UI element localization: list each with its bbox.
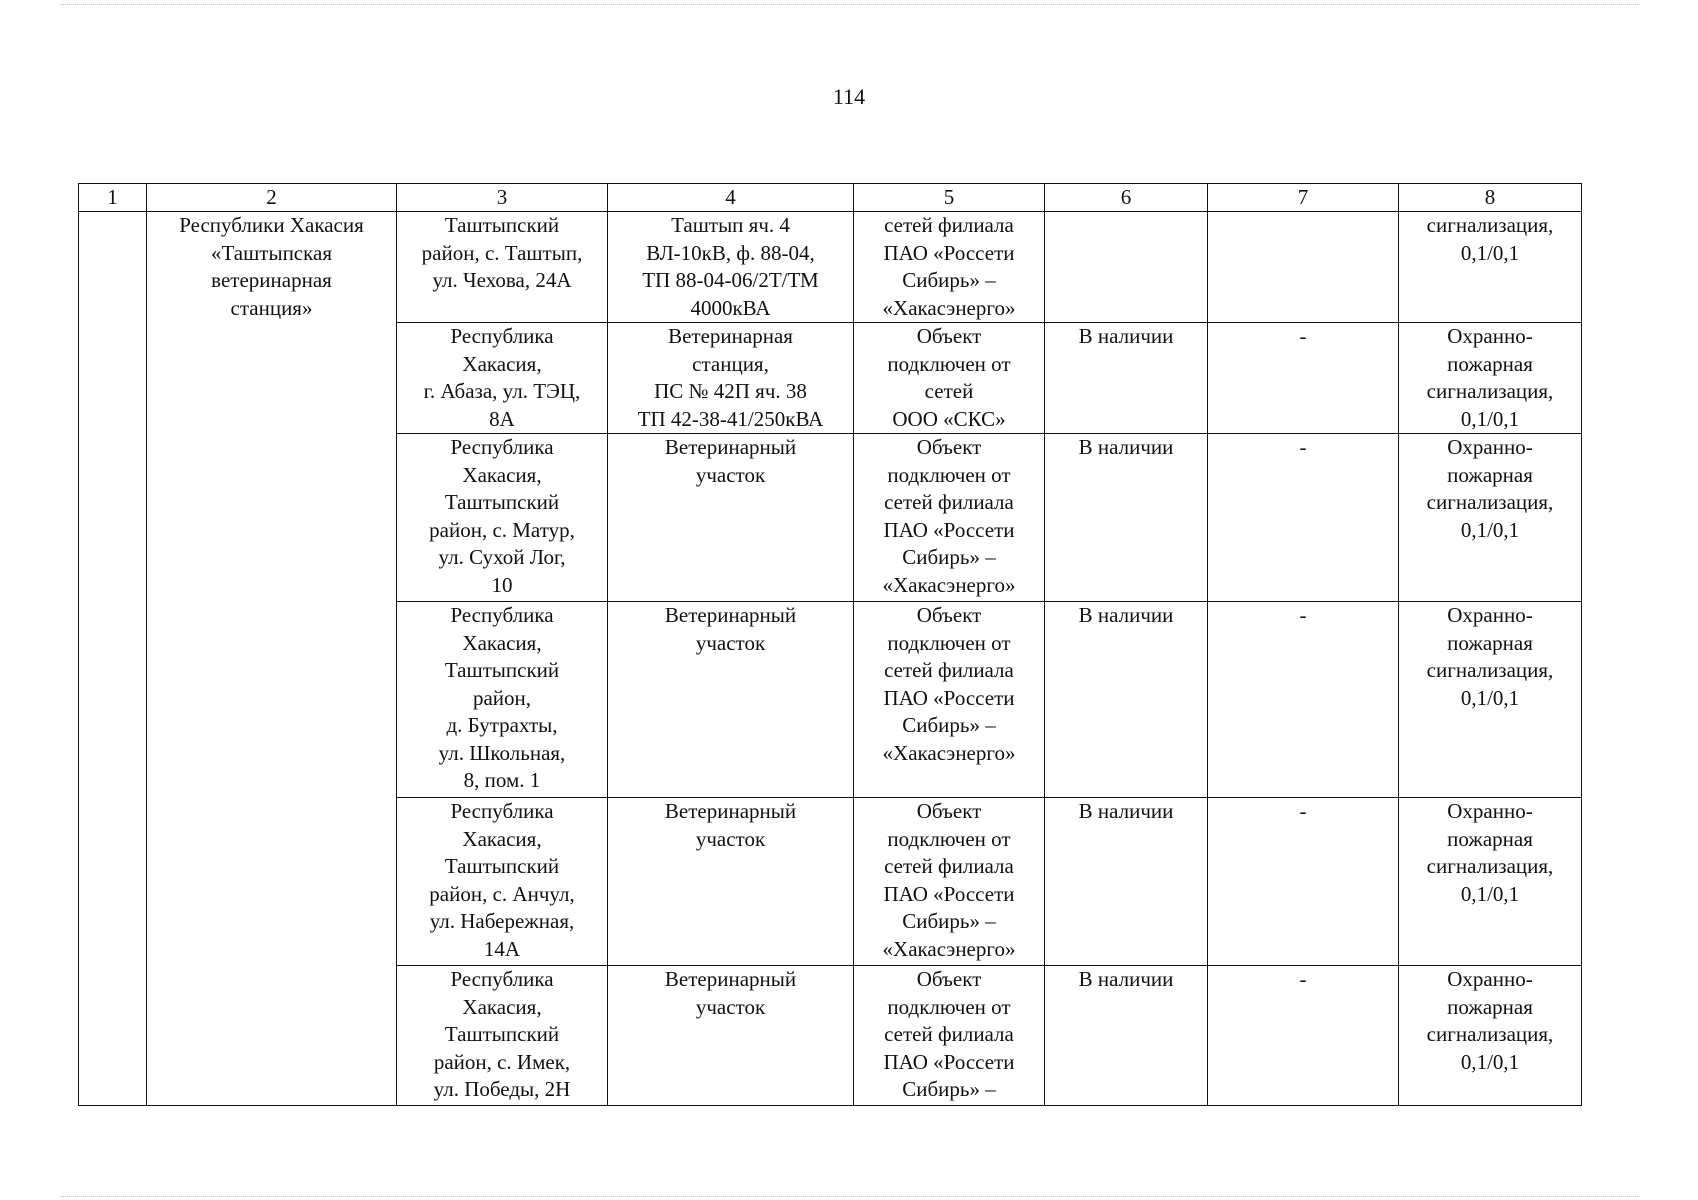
scan-artifact-bottom — [60, 1196, 1640, 1197]
column-header-3: 3 — [397, 184, 608, 212]
alarm-cell: Охранно- пожарная сигнализация, 0,1/0,1 — [1399, 966, 1582, 1106]
column-header-1: 1 — [79, 184, 147, 212]
col1-cell — [79, 212, 147, 1106]
scan-artifact-top — [60, 4, 1640, 5]
column-header-7: 7 — [1208, 184, 1399, 212]
alarm-cell: Охранно- пожарная сигнализация, 0,1/0,1 — [1399, 602, 1582, 798]
address-cell: Республика Хакасия, г. Абаза, ул. ТЭЦ, 8А — [397, 323, 608, 434]
col7-cell: - — [1208, 323, 1399, 434]
power-source-cell: Объект подключен от сетей филиала ПАО «Россети Сибирь» – — [854, 966, 1045, 1106]
col7-cell — [1208, 212, 1399, 323]
address-cell: Республика Хакасия, Таштыпский район, д. Бутрахты, ул. Школьная, 8, пом. 1 — [397, 602, 608, 798]
data-table — [78, 183, 1582, 1106]
alarm-cell: Охранно- пожарная сигнализация, 0,1/0,1 — [1399, 798, 1582, 966]
alarm-cell: сигнализация, 0,1/0,1 — [1399, 212, 1582, 323]
column-header-5: 5 — [854, 184, 1045, 212]
alarm-cell: Охранно- пожарная сигнализация, 0,1/0,1 — [1399, 323, 1582, 434]
address-cell: Республика Хакасия, Таштыпский район, с. Имек, ул. Победы, 2Н — [397, 966, 608, 1106]
organization-text: Республики Хакасия «Таштыпская ветеринарная станция» — [179, 213, 364, 320]
column-header-2: 2 — [147, 184, 397, 212]
col7-cell: - — [1208, 798, 1399, 966]
power-source-cell: Объект подключен от сетей филиала ПАО «Россети Сибирь» – «Хакасэнерго» — [854, 602, 1045, 798]
availability-cell: В наличии — [1045, 798, 1208, 966]
column-header-6: 6 — [1045, 184, 1208, 212]
col7-cell: - — [1208, 434, 1399, 602]
availability-cell: В наличии — [1045, 602, 1208, 798]
organization-cell — [147, 212, 397, 1106]
availability-cell: В наличии — [1045, 323, 1208, 434]
power-source-cell: Объект подключен от сетей ООО «СКС» — [854, 323, 1045, 434]
address-cell: Таштыпский район, с. Таштып, ул. Чехова, 24А — [397, 212, 608, 323]
object-cell: Ветеринарный участок — [608, 798, 854, 966]
availability-cell: В наличии — [1045, 434, 1208, 602]
availability-cell — [1045, 212, 1208, 323]
alarm-cell: Охранно- пожарная сигнализация, 0,1/0,1 — [1399, 434, 1582, 602]
power-source-cell: сетей филиала ПАО «Россети Сибирь» – «Хакасэнерго» — [854, 212, 1045, 323]
address-cell: Республика Хакасия, Таштыпский район, с. Анчул, ул. Набережная, 14А — [397, 798, 608, 966]
page-number: 114 — [832, 84, 866, 109]
table-row — [79, 212, 1582, 323]
object-cell: Ветеринарный участок — [608, 966, 854, 1106]
power-source-cell: Объект подключен от сетей филиала ПАО «Россети Сибирь» – «Хакасэнерго» — [854, 798, 1045, 966]
object-cell: Ветеринарный участок — [608, 434, 854, 602]
address-cell: Республика Хакасия, Таштыпский район, с. Матур, ул. Сухой Лог, 10 — [397, 434, 608, 602]
col7-cell: - — [1208, 602, 1399, 798]
object-cell: Ветеринарный участок — [608, 602, 854, 798]
object-cell: Таштып яч. 4 ВЛ-10кВ, ф. 88-04, ТП 88-04-06/2Т/ТМ 4000кВА — [608, 212, 854, 323]
object-cell: Ветеринарная станция, ПС № 42П яч. 38 ТП 42-38-41/250кВА — [608, 323, 854, 434]
header-row — [79, 184, 1582, 212]
col7-cell: - — [1208, 966, 1399, 1106]
column-header-4: 4 — [608, 184, 854, 212]
power-source-cell: Объект подключен от сетей филиала ПАО «Россети Сибирь» – «Хакасэнерго» — [854, 434, 1045, 602]
column-header-8: 8 — [1399, 184, 1582, 212]
availability-cell: В наличии — [1045, 966, 1208, 1106]
